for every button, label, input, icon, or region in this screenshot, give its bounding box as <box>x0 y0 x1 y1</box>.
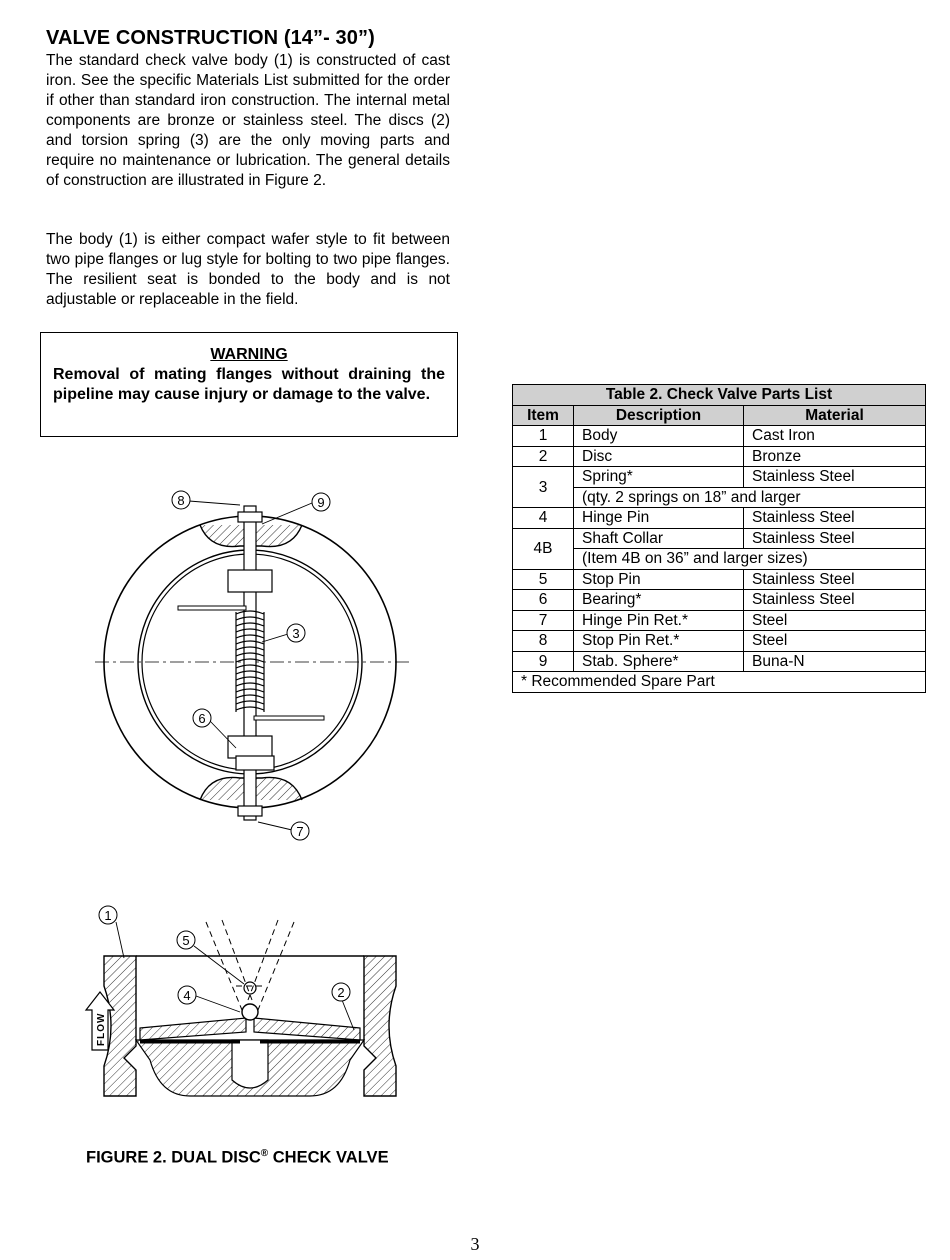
cell-item: 1 <box>513 426 574 447</box>
figure-caption-end: CHECK VALVE <box>268 1148 389 1167</box>
cell-material: Stainless Steel <box>744 467 926 488</box>
cell-material: Buna-N <box>744 651 926 672</box>
top-view-drawing <box>95 501 412 830</box>
callout-2 <box>332 983 350 1001</box>
warning-box <box>40 332 458 437</box>
flow-label: FLOW <box>96 1012 107 1046</box>
svg-text:1: 1 <box>104 908 112 923</box>
cell-item: 8 <box>513 631 574 652</box>
column-header-description: Description <box>574 405 744 426</box>
table-footnote: * Recommended Spare Part <box>513 672 926 693</box>
callout-7 <box>291 822 309 840</box>
table-row <box>513 528 926 549</box>
table-row <box>513 446 926 467</box>
cell-note: (Item 4B on 36” and larger sizes) <box>574 549 926 570</box>
table-footnote-row <box>513 672 926 693</box>
cell-description: Stop Pin Ret.* <box>574 631 744 652</box>
svg-text:7: 7 <box>296 824 304 839</box>
cell-item: 6 <box>513 590 574 611</box>
construction-paragraph-1: The standard check valve body (1) is constructed of cast iron. See the specific Materials List submitted for the order if other than standard iron construction. The internal metal components are bronze or stainless steel. The discs (2) and torsion spring (3) are the only moving parts and require no maintenance or lubrication. The general details of construction are illustrated in Figure 2. <box>46 52 450 189</box>
side-section-drawing <box>104 920 396 1096</box>
table-caption: Table 2. Check Valve Parts List <box>513 385 926 406</box>
cell-material: Stainless Steel <box>744 590 926 611</box>
svg-text:6: 6 <box>198 711 206 726</box>
cell-item: 2 <box>513 446 574 467</box>
figure-caption-main: FIGURE 2. DUAL DISC <box>86 1148 261 1167</box>
svg-text:8: 8 <box>177 493 185 508</box>
cell-description: Stop Pin <box>574 569 744 590</box>
cell-material: Stainless Steel <box>744 528 926 549</box>
table-row <box>513 610 926 631</box>
svg-text:3: 3 <box>292 626 300 641</box>
column-header-item: Item <box>513 405 574 426</box>
cell-description: Stab. Sphere* <box>574 651 744 672</box>
svg-text:9: 9 <box>317 495 325 510</box>
table-row <box>513 569 926 590</box>
svg-text:5: 5 <box>182 933 190 948</box>
figure-caption <box>86 1148 389 1168</box>
warning-title: WARNING <box>210 346 288 363</box>
table-row <box>513 651 926 672</box>
registered-mark: ® <box>260 1148 269 1159</box>
cell-material: Cast Iron <box>744 426 926 447</box>
cell-note: (qty. 2 springs on 18” and larger <box>574 487 926 508</box>
column-header-material: Material <box>744 405 926 426</box>
cell-description: Spring* <box>574 467 744 488</box>
table-row <box>513 508 926 529</box>
warning-text: Removal of mating flanges without draining the pipeline may cause injury or damage to the valve. <box>53 366 445 403</box>
table-row <box>513 426 926 447</box>
cell-material: Steel <box>744 631 926 652</box>
cell-description: Hinge Pin <box>574 508 744 529</box>
svg-text:4: 4 <box>183 988 191 1003</box>
callout-6 <box>193 709 211 727</box>
table-row <box>513 590 926 611</box>
table-row-note <box>513 549 926 570</box>
cell-material: Stainless Steel <box>744 569 926 590</box>
callout-5 <box>177 931 195 949</box>
cell-item: 5 <box>513 569 574 590</box>
svg-text:2: 2 <box>337 985 345 1000</box>
cell-item: 4 <box>513 508 574 529</box>
parts-list-table <box>512 384 926 693</box>
page-number: 3 <box>470 1234 480 1254</box>
cell-description: Disc <box>574 446 744 467</box>
cell-material: Bronze <box>744 446 926 467</box>
cell-material: Steel <box>744 610 926 631</box>
cell-item: 9 <box>513 651 574 672</box>
cell-description: Shaft Collar <box>574 528 744 549</box>
callout-1 <box>99 906 117 924</box>
table-row <box>513 467 926 488</box>
cell-item: 7 <box>513 610 574 631</box>
cell-description: Body <box>574 426 744 447</box>
table-row <box>513 631 926 652</box>
cell-item: 3 <box>513 467 574 508</box>
cell-item: 4B <box>513 528 574 569</box>
section-title: VALVE CONSTRUCTION (14”- 30”) <box>46 27 375 49</box>
table-row-note <box>513 487 926 508</box>
construction-paragraph-2: The body (1) is either compact wafer style to fit between two pipe flanges or lug style for bolting to two pipe flanges. The resilient seat is bonded to the body and is not adjustable or replaceable in the field. <box>46 231 450 308</box>
callout-8 <box>172 491 190 509</box>
callout-4 <box>178 986 196 1004</box>
dual-disc-check-valve-drawing <box>60 480 430 1120</box>
callout-9 <box>312 493 330 511</box>
cell-description: Hinge Pin Ret.* <box>574 610 744 631</box>
callout-3 <box>287 624 305 642</box>
cell-description: Bearing* <box>574 590 744 611</box>
cell-material: Stainless Steel <box>744 508 926 529</box>
